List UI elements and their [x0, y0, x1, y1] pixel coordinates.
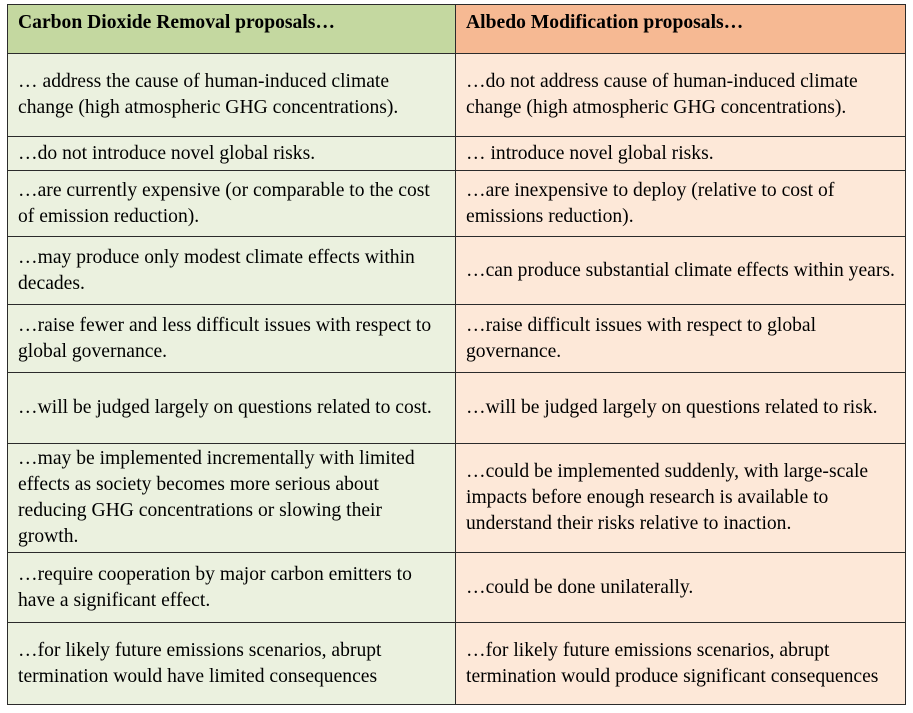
cdr-vs-albedo-comparison-table [7, 4, 906, 705]
header-albedo-modification: Albedo Modification proposals… [456, 5, 906, 54]
table-row [8, 137, 906, 171]
cdr-cell-effects: …may produce only modest climate effects within decades. [8, 237, 456, 305]
albedo-cell-cause: …do not address cause of human-induced climate change (high atmospheric GHG concentrations). [456, 54, 906, 137]
header-carbon-dioxide-removal: Carbon Dioxide Removal proposals… [8, 5, 456, 54]
table-header-row [8, 5, 906, 54]
table-row [8, 237, 906, 305]
table-row [8, 171, 906, 237]
albedo-cell-risks: … introduce novel global risks. [456, 137, 906, 171]
cdr-cell-termination: …for likely future emissions scenarios, abrupt termination would have limited consequences [8, 623, 456, 705]
albedo-cell-judged: …will be judged largely on questions related to risk. [456, 373, 906, 444]
albedo-cell-cooperation: …could be done unilaterally. [456, 553, 906, 623]
table-row [8, 444, 906, 553]
albedo-cell-implementation: …could be implemented suddenly, with large-scale impacts before enough research is available to understand their risks relative to inaction. [456, 444, 906, 553]
table-row [8, 623, 906, 705]
table-row [8, 305, 906, 373]
cdr-cell-cause: … address the cause of human-induced climate change (high atmospheric GHG concentrations). [8, 54, 456, 137]
cdr-cell-risks: …do not introduce novel global risks. [8, 137, 456, 171]
albedo-cell-cost: …are inexpensive to deploy (relative to cost of emissions reduction). [456, 171, 906, 237]
table-row [8, 373, 906, 444]
cdr-cell-cost: …are currently expensive (or comparable to the cost of emission reduction). [8, 171, 456, 237]
cdr-cell-governance: …raise fewer and less difficult issues with respect to global governance. [8, 305, 456, 373]
albedo-cell-termination: …for likely future emissions scenarios, abrupt termination would produce significant consequences [456, 623, 906, 705]
table-row [8, 54, 906, 137]
comparison-table-container [7, 4, 905, 705]
cdr-cell-implementation: …may be implemented incrementally with limited effects as society becomes more serious about reducing GHG concentrations or slowing their growth. [8, 444, 456, 553]
table-row [8, 553, 906, 623]
albedo-cell-effects: …can produce substantial climate effects within years. [456, 237, 906, 305]
albedo-cell-governance: …raise difficult issues with respect to global governance. [456, 305, 906, 373]
cdr-cell-cooperation: …require cooperation by major carbon emitters to have a significant effect. [8, 553, 456, 623]
cdr-cell-judged: …will be judged largely on questions related to cost. [8, 373, 456, 444]
